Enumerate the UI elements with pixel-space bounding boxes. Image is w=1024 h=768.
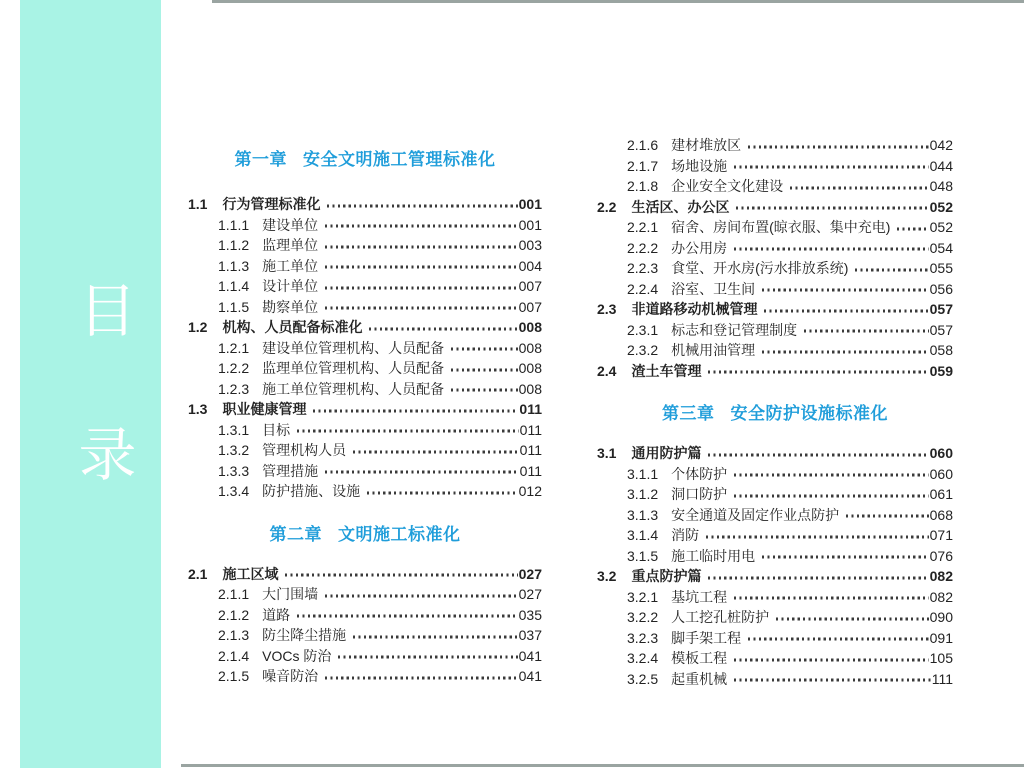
entry-number: 1.3 — [188, 401, 208, 417]
entry-page: 001 — [518, 216, 542, 233]
entry-page: 012 — [518, 483, 542, 499]
dot-leader — [325, 225, 518, 228]
top-rule — [212, 0, 1024, 3]
bottom-rule — [181, 764, 1024, 767]
toc-column-right — [597, 135, 953, 689]
entry-page: 105 — [929, 650, 953, 666]
entry-title: 防尘降尘措施 — [262, 627, 347, 643]
entry-title: 生活区、办公区 — [631, 198, 730, 215]
entry-title: 施工单位管理机构、人员配备 — [262, 380, 445, 397]
toc-entry — [188, 399, 542, 420]
entry-number: 3.2.3 — [627, 629, 659, 646]
entry-number: 3.2.2 — [627, 609, 659, 625]
entry-title: 施工区域 — [222, 565, 279, 582]
toc-entry — [597, 279, 953, 300]
toc-entry — [188, 317, 542, 338]
entry-title: 办公用房 — [671, 239, 728, 256]
toc-entry — [597, 648, 953, 669]
dot-leader — [369, 327, 517, 330]
dot-leader — [451, 368, 518, 371]
entry-number: 1.3.1 — [218, 421, 250, 438]
entry-page: 090 — [929, 609, 953, 625]
entry-number: 2.2.2 — [627, 239, 659, 256]
toc-entry — [188, 420, 542, 441]
toc-entry — [597, 299, 953, 320]
entry-page: 008 — [518, 339, 542, 356]
entry-title: 监理单位 — [262, 237, 319, 253]
toc-entry — [597, 525, 953, 546]
dot-leader — [734, 248, 929, 251]
entry-title: 机构、人员配备标准化 — [222, 319, 363, 335]
toc-entry — [188, 646, 542, 667]
entry-page: 011 — [519, 401, 542, 417]
entry-title: 建设单位 — [262, 216, 319, 233]
entry-number: 2.1 — [188, 565, 208, 582]
entry-title: 人工挖孔桩防护 — [671, 609, 770, 625]
entry-number: 2.1.1 — [218, 586, 250, 602]
entry-title: 道路 — [262, 606, 291, 623]
toc-entry — [188, 256, 542, 277]
toc-entry — [597, 566, 953, 587]
entry-number: 1.1.5 — [218, 298, 250, 315]
entry-number: 3.1.3 — [627, 506, 659, 523]
dot-leader — [327, 204, 517, 207]
toc-entry — [188, 379, 542, 400]
entry-number: 1.2.3 — [218, 380, 250, 397]
dot-leader — [734, 166, 929, 169]
entry-page: 044 — [929, 157, 953, 174]
entry-page: 071 — [929, 527, 953, 543]
entry-number: 1.2 — [188, 319, 208, 335]
entry-title: 基坑工程 — [671, 588, 728, 605]
entry-page: 061 — [929, 486, 953, 502]
entry-title: 施工临时用电 — [671, 547, 756, 564]
entry-number: 3.2.5 — [627, 670, 659, 687]
entry-title: 浴室、卫生间 — [671, 280, 756, 297]
dot-leader — [734, 658, 929, 661]
entry-number: 2.3 — [597, 301, 617, 317]
toc-banner-char-lu: 录 — [78, 423, 137, 488]
dot-leader — [762, 556, 929, 559]
entry-page: 007 — [518, 298, 542, 315]
entry-page: 060 — [929, 465, 953, 482]
entry-title: 职业健康管理 — [222, 401, 307, 417]
dot-leader — [734, 474, 929, 477]
entry-page: 041 — [518, 647, 542, 664]
entry-page: 091 — [929, 629, 953, 646]
entry-title: 行为管理标准化 — [222, 196, 321, 212]
entry-title: 管理措施 — [262, 462, 319, 479]
toc-entry — [597, 176, 953, 197]
entry-number: 1.2.1 — [218, 339, 250, 356]
entry-number: 1.3.2 — [218, 442, 250, 458]
entry-page: 048 — [929, 178, 953, 194]
entry-page: 001 — [518, 196, 542, 212]
entry-title: 脚手架工程 — [671, 629, 742, 646]
entry-title: 管理机构人员 — [262, 442, 347, 458]
toc-entry — [597, 217, 953, 238]
toc-entry — [597, 464, 953, 485]
toc-entry — [597, 197, 953, 218]
dot-leader — [764, 309, 928, 312]
toc-entry — [597, 258, 953, 279]
dot-leader — [353, 450, 519, 453]
entry-page: 008 — [518, 380, 542, 397]
entry-title: 勘察单位 — [262, 298, 319, 315]
toc-entry — [188, 440, 542, 461]
dot-leader — [313, 409, 518, 412]
entry-number: 3.2.1 — [627, 588, 659, 605]
entry-page: 052 — [929, 219, 953, 235]
dot-leader — [325, 266, 518, 269]
entry-title: 监理单位管理机构、人员配备 — [262, 360, 445, 376]
dot-leader — [734, 679, 931, 682]
entry-title: VOCs 防治 — [262, 647, 332, 664]
toc-entry — [597, 628, 953, 649]
toc-chapter-heading — [188, 523, 542, 547]
entry-title: 安全通道及固定作业点防护 — [671, 506, 840, 523]
toc-entry — [188, 338, 542, 359]
entry-page: 004 — [518, 257, 542, 274]
entry-page: 059 — [929, 362, 953, 379]
dot-leader — [338, 656, 517, 659]
entry-number: 1.3.4 — [218, 483, 250, 499]
entry-number: 2.1.3 — [218, 627, 250, 643]
entry-page: 011 — [519, 442, 542, 458]
dot-leader — [325, 471, 519, 474]
entry-number: 1.1.4 — [218, 278, 250, 294]
entry-title: 非道路移动机械管理 — [631, 301, 758, 317]
dot-leader — [708, 371, 928, 374]
entry-number: 1.2.2 — [218, 360, 250, 376]
dot-leader — [748, 638, 929, 641]
entry-page: 068 — [929, 506, 953, 523]
toc-entry — [188, 358, 542, 379]
entry-number: 3.1.4 — [627, 527, 659, 543]
entry-number: 2.1.8 — [627, 178, 659, 194]
entry-page: 003 — [518, 237, 542, 253]
toc-entry — [188, 215, 542, 236]
entry-title: 场地设施 — [671, 157, 728, 174]
entry-number: 2.1.7 — [627, 157, 659, 174]
toc-entry — [597, 340, 953, 361]
entry-page: 055 — [929, 260, 953, 276]
dot-leader — [451, 389, 518, 392]
dot-leader — [285, 574, 517, 577]
chapter-number: 第三章 — [662, 404, 715, 423]
entry-page: 027 — [518, 565, 542, 582]
entry-title: 建设单位管理机构、人员配备 — [262, 339, 445, 356]
entry-page: 052 — [929, 198, 953, 215]
entry-number: 2.1.4 — [218, 647, 250, 664]
toc-entry — [188, 481, 542, 502]
entry-number: 2.2 — [597, 198, 617, 215]
entry-title: 设计单位 — [262, 278, 319, 294]
toc-entry — [188, 584, 542, 605]
toc-entry — [597, 484, 953, 505]
chapter-title: 文明施工标准化 — [338, 524, 461, 544]
entry-title: 通用防护篇 — [631, 445, 702, 461]
dot-leader — [776, 617, 929, 620]
entry-number: 2.2.1 — [627, 219, 659, 235]
toc-entry — [597, 587, 953, 608]
entry-title: 机械用油管理 — [671, 342, 756, 358]
entry-page: 011 — [519, 421, 542, 438]
entry-number: 1.1.1 — [218, 216, 250, 233]
chapter-number: 第二章 — [269, 524, 322, 544]
entry-title: 宿舍、房间布置(晾衣服、集中充电) — [671, 219, 891, 235]
entry-page: 056 — [929, 280, 953, 297]
dot-leader — [706, 535, 929, 538]
dot-leader — [897, 227, 928, 230]
entry-page: 007 — [518, 278, 542, 294]
entry-title: 建材堆放区 — [671, 137, 742, 153]
entry-number: 1.1.2 — [218, 237, 250, 253]
toc-entry — [597, 443, 953, 464]
entry-page: 008 — [518, 319, 542, 335]
toc-entry — [188, 564, 542, 585]
toc-entry — [188, 235, 542, 256]
dot-leader — [736, 207, 928, 210]
entry-page: 008 — [518, 360, 542, 376]
toc-chapter-heading — [597, 402, 953, 426]
dot-leader — [297, 430, 519, 433]
dot-leader — [325, 676, 518, 679]
entry-number: 2.4 — [597, 362, 617, 379]
toc-entry — [597, 546, 953, 567]
entry-page: 041 — [518, 668, 542, 684]
entry-page: 076 — [929, 547, 953, 564]
dot-leader — [734, 494, 929, 497]
toc-chapter-heading — [188, 148, 542, 172]
entry-number: 3.1.5 — [627, 547, 659, 564]
entry-title: 大门围墙 — [262, 586, 319, 602]
toc-entry — [188, 666, 542, 687]
dot-leader — [762, 289, 929, 292]
entry-number: 1.1 — [188, 196, 208, 212]
entry-number: 2.2.4 — [627, 280, 659, 297]
entry-page: 011 — [519, 462, 542, 479]
entry-title: 模板工程 — [671, 650, 728, 666]
dot-leader — [325, 245, 518, 248]
toc-banner-char-mu: 目 — [78, 279, 137, 344]
entry-title: 噪音防治 — [262, 668, 319, 684]
entry-number: 2.1.5 — [218, 668, 250, 684]
toc-entry — [597, 505, 953, 526]
entry-page: 054 — [929, 239, 953, 256]
entry-number: 2.1.6 — [627, 137, 659, 153]
dot-leader — [708, 453, 928, 456]
dot-leader — [762, 350, 929, 353]
dot-leader — [325, 286, 518, 289]
dot-leader — [325, 307, 518, 310]
dot-leader — [790, 186, 929, 189]
entry-title: 目标 — [262, 421, 291, 438]
entry-title: 洞口防护 — [671, 486, 728, 502]
toc-entry — [188, 297, 542, 318]
entry-number: 2.3.1 — [627, 321, 659, 338]
toc-entry — [597, 320, 953, 341]
entry-number: 3.2.4 — [627, 650, 659, 666]
entry-number: 2.1.2 — [218, 606, 250, 623]
entry-title: 施工单位 — [262, 257, 319, 274]
entry-number: 2.2.3 — [627, 260, 659, 276]
toc-entry — [597, 361, 953, 382]
entry-title: 食堂、开水房(污水排放系统) — [671, 260, 849, 276]
entry-number: 3.2 — [597, 568, 617, 584]
entry-number: 1.1.3 — [218, 257, 250, 274]
entry-page: 057 — [929, 301, 953, 317]
entry-number: 1.3.3 — [218, 462, 250, 479]
entry-number: 2.3.2 — [627, 342, 659, 358]
toc-entry — [597, 669, 953, 690]
dot-leader — [748, 145, 929, 148]
toc-entry — [597, 156, 953, 177]
dot-leader — [846, 515, 929, 518]
toc-side-banner — [20, 0, 161, 768]
chapter-title: 安全文明施工管理标准化 — [303, 150, 496, 169]
toc-entry — [188, 194, 542, 215]
entry-title: 防护措施、设施 — [262, 483, 361, 499]
toc-entry — [188, 461, 542, 482]
entry-number: 3.1.1 — [627, 465, 659, 482]
entry-page: 060 — [929, 445, 953, 461]
dot-leader — [297, 615, 518, 618]
chapter-title: 安全防护设施标准化 — [730, 404, 888, 423]
dot-leader — [855, 268, 928, 271]
dot-leader — [804, 330, 929, 333]
entry-page: 027 — [518, 586, 542, 602]
toc-entry — [188, 625, 542, 646]
entry-page: 057 — [929, 321, 953, 338]
entry-page: 035 — [518, 606, 542, 623]
toc-entry — [188, 276, 542, 297]
entry-number: 3.1 — [597, 445, 617, 461]
dot-leader — [353, 635, 518, 638]
entry-title: 重点防护篇 — [631, 568, 702, 584]
toc-entry — [597, 607, 953, 628]
entry-title: 企业安全文化建设 — [671, 178, 784, 194]
entry-page: 037 — [518, 627, 542, 643]
entry-page: 082 — [929, 588, 953, 605]
entry-title: 个体防护 — [671, 465, 728, 482]
entry-page: 082 — [929, 568, 953, 584]
entry-title: 消防 — [671, 527, 700, 543]
toc-entry — [597, 238, 953, 259]
entry-title: 渣土车管理 — [631, 362, 702, 379]
entry-title: 起重机械 — [671, 670, 728, 687]
toc-entry — [597, 135, 953, 156]
dot-leader — [734, 597, 929, 600]
entry-page: 111 — [931, 670, 953, 687]
entry-page: 058 — [929, 342, 953, 358]
dot-leader — [708, 576, 928, 579]
toc-entry — [188, 605, 542, 626]
toc-column-left — [188, 148, 542, 687]
entry-page: 042 — [929, 137, 953, 153]
entry-title: 标志和登记管理制度 — [671, 321, 798, 338]
dot-leader — [367, 491, 518, 494]
dot-leader — [325, 594, 518, 597]
chapter-number: 第一章 — [234, 150, 287, 169]
entry-number: 3.1.2 — [627, 486, 659, 502]
dot-leader — [451, 348, 518, 351]
